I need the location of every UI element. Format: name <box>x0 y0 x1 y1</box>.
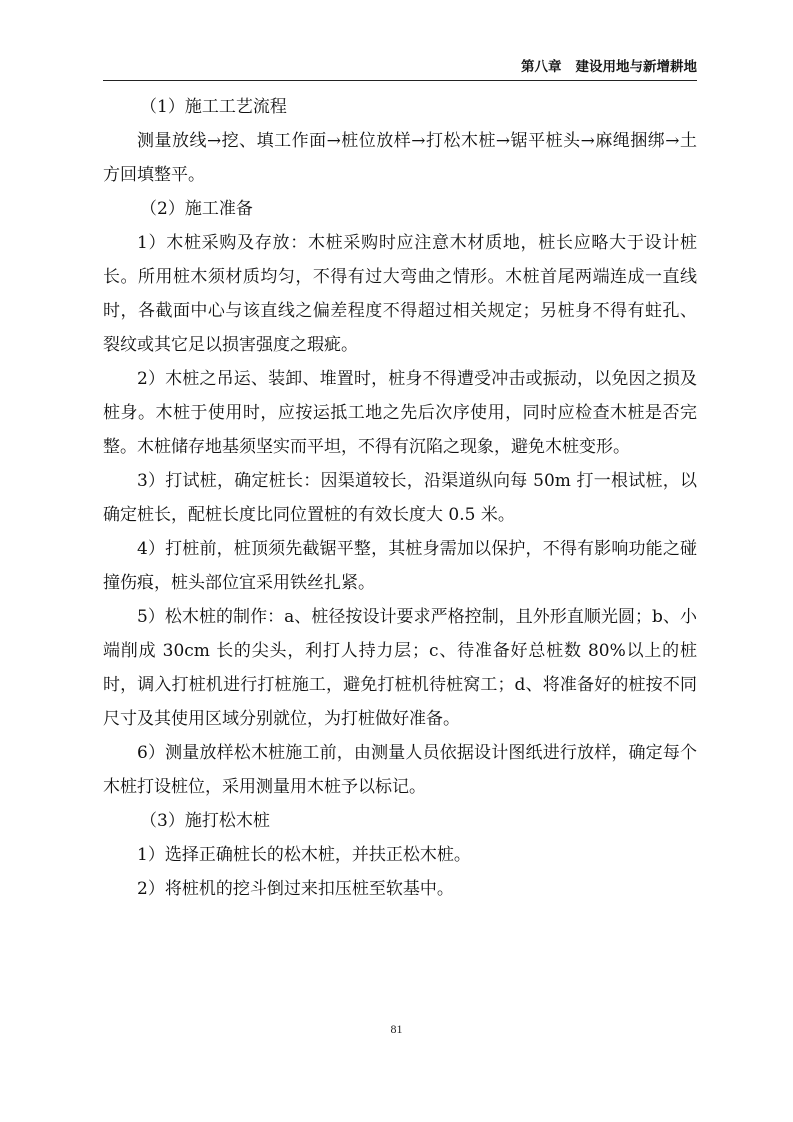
section-heading-preparation: （2）施工准备 <box>140 199 253 219</box>
paragraph-piling-2: 2）将桩机的挖斗倒过来扣压桩至软基中。 <box>137 879 454 899</box>
header-divider <box>103 80 697 81</box>
section-heading-process: （1）施工工艺流程 <box>140 97 287 117</box>
section-heading-piling: （3）施打松木桩 <box>140 811 270 831</box>
document-body <box>103 90 697 906</box>
chapter-title: 建设用地与新增耕地 <box>575 59 697 75</box>
paragraph-prep-3: 3）打试桩，确定桩长：因渠道较长，沿渠道纵向每 50m 打一根试桩，以确定桩长，配桩长度比同位置桩的有效长度大 0.5 米。 <box>103 471 697 525</box>
paragraph-piling-1: 1）选择正确桩长的松木桩，并扶正松木桩。 <box>137 845 471 865</box>
page-number: 81 <box>390 1022 403 1036</box>
paragraph-prep-6: 6）测量放样松木桩施工前，由测量人员依据设计图纸进行放样，确定每个木桩打设桩位，采用测量用木桩予以标记。 <box>103 743 697 797</box>
paragraph-process-flow: 测量放线→挖、填工作面→桩位放样→打松木桩→锯平桩头→麻绳捆绑→土方回填整平。 <box>103 131 697 185</box>
chapter-number: 第八章 <box>521 59 562 75</box>
paragraph-prep-1: 1）木桩采购及存放：木桩采购时应注意木材质地，桩长应略大于设计桩长。所用桩木须材质均匀，不得有过大弯曲之情形。木桩首尾两端连成一直线时，各截面中心与该直线之偏差程度不得超过相关规定；另桩身不得有蛀孔、裂纹或其它足以损害强度之瑕疵。 <box>103 233 697 355</box>
paragraph-prep-2: 2）木桩之吊运、装卸、堆置时，桩身不得遭受冲击或振动，以免因之损及桩身。木桩于使用时，应按运抵工地之先后次序使用，同时应检查木桩是否完整。木桩储存地基须坚实而平坦，不得有沉陷之现象，避免木桩变形。 <box>103 369 697 457</box>
paragraph-prep-5: 5）松木桩的制作：a、桩径按设计要求严格控制，且外形直顺光圆；b、小端削成 30cm 长的尖头，利打人持力层；c、待准备好总桩数 80%以上的桩时，调入打桩机进行打桩施工，避免打桩机待桩窝工；d、将准备好的桩按不同尺寸及其使用区域分别就位，为打桩做好准备。 <box>103 607 697 729</box>
page-header <box>103 56 697 78</box>
paragraph-prep-4: 4）打桩前，桩顶须先截锯平整，其桩身需加以保护，不得有影响功能之碰撞伤痕，桩头部位宜采用铁丝扎紧。 <box>103 539 697 593</box>
